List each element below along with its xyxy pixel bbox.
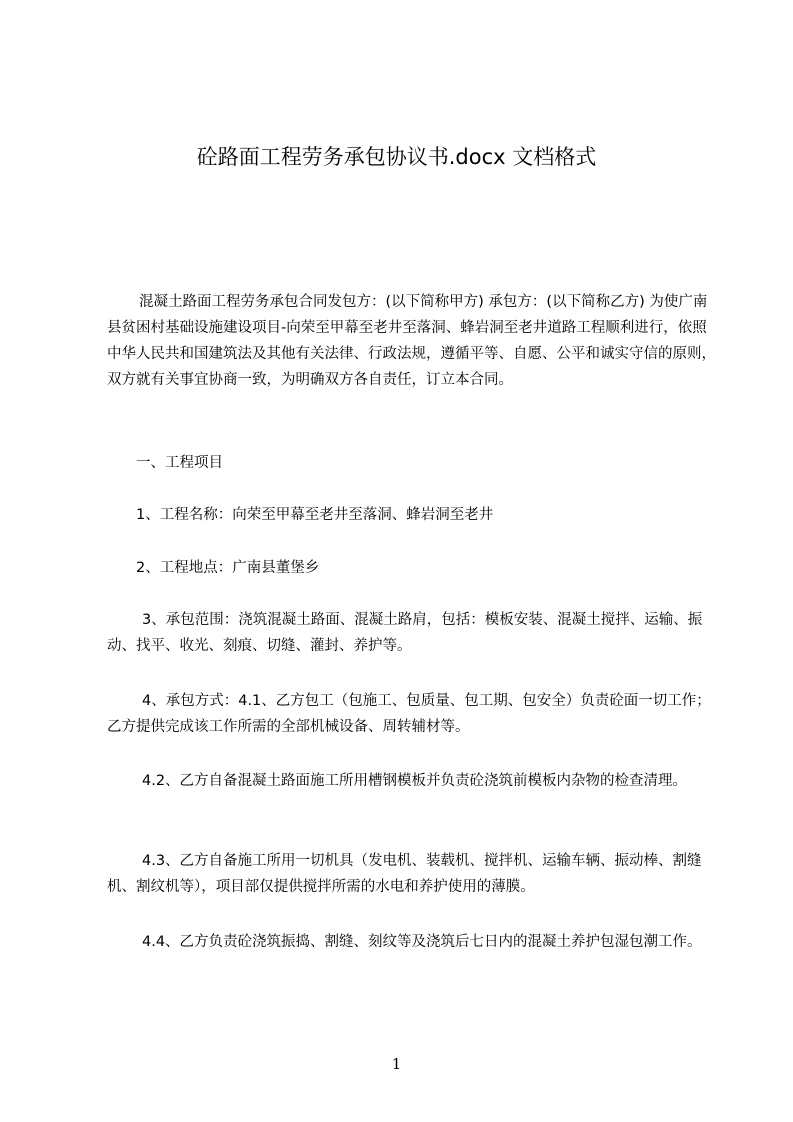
item-4-4: 4.4、乙方负责砼浇筑振捣、割缝、刻纹等及浇筑后七日内的混凝土养护包湿包潮工作。 xyxy=(142,934,702,950)
intro-paragraph: 混凝土路面工程劳务承包合同发包方：(以下简称甲方) 承包方：(以下简称乙方) 为使广南县贫困村基础设施建设项目-向荣至甲幕至老井至落洞、蜂岩洞至老井道路工程顺利进行，依照中华人民共和国建筑法及其他有关法律、行政法规，遵循平等、自愿、公平和诚实守信的原则，双方就有关事宜协商一致，为明确双方各自责任，订立本合同。 xyxy=(107,294,716,388)
section-heading-project: 一、工程项目 xyxy=(136,455,223,471)
item-project-name: 1、工程名称：向荣至甲幕至老井至落洞、蜂岩洞至老井 xyxy=(136,507,494,523)
item-4-3: 4.3、乙方自备施工所用一切机具（发电机、装载机、搅拌机、运输车辆、振动棒、割缝机、割纹机等），项目部仅提供搅拌所需的水电和养护使用的薄膜。 xyxy=(107,853,702,895)
item-contract-scope: 3、承包范围：浇筑混凝土路面、混凝土路肩，包括：模板安装、混凝土搅拌、运输、振动、找平、收光、刻痕、切缝、灌封、养护等。 xyxy=(107,612,703,654)
page-number: 1 xyxy=(391,1055,402,1073)
item-project-location: 2、工程地点：广南县董堡乡 xyxy=(136,560,320,576)
item-4-2: 4.2、乙方自备混凝土路面施工所用槽钢模板并负责砼浇筑前模板内杂物的检查清理。 xyxy=(142,773,688,789)
document-title: 砼路面工程劳务承包协议书.docx 文档格式 xyxy=(196,145,597,169)
item-contract-mode: 4、承包方式：4.1、乙方包工（包施工、包质量、包工期、包安全）负责砼面一切工作；乙方提供完成该工作所需的全部机械设备、周转辅材等。 xyxy=(107,693,711,735)
